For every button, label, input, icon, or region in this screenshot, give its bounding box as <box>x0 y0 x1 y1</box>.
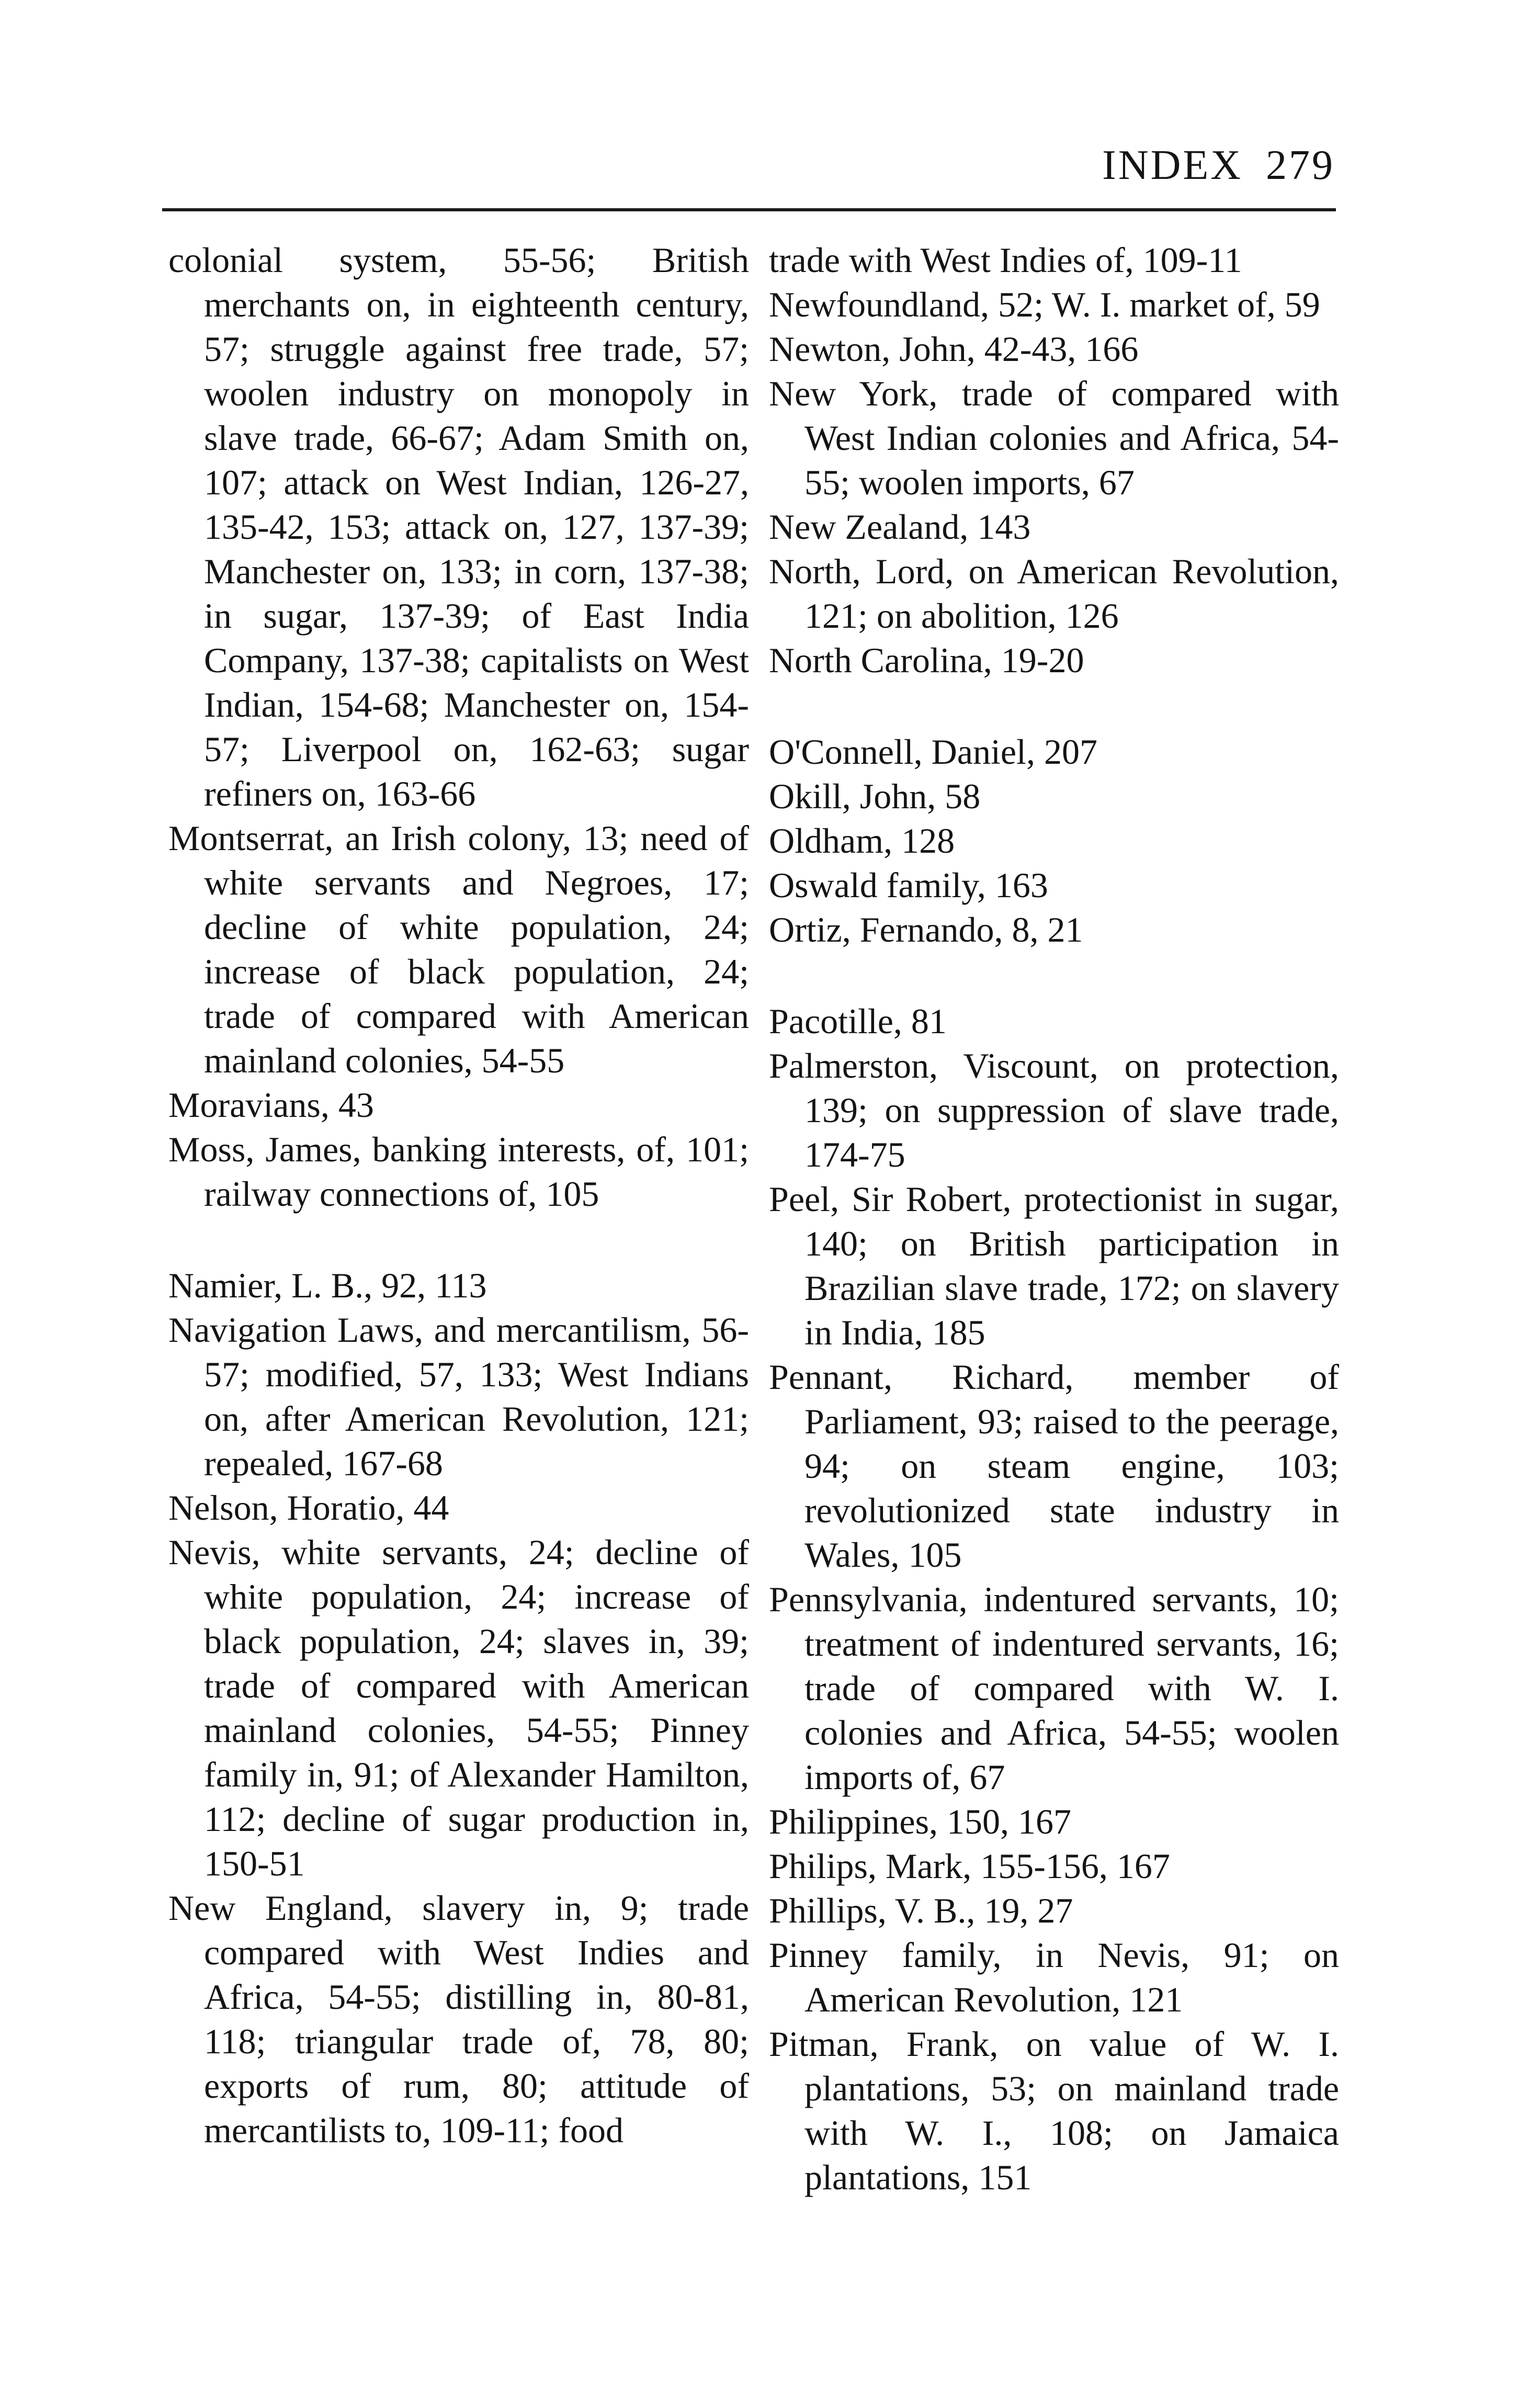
running-head <box>1102 140 1335 190</box>
index-entry: Nelson, Horatio, 44 <box>168 1488 449 1528</box>
index-column-right <box>769 238 1339 2200</box>
index-entry: Oldham, 128 <box>769 821 955 861</box>
letter-section-gap <box>168 1216 749 1263</box>
index-entry: Namier, L. B., 92, 113 <box>168 1265 487 1305</box>
letter-section-gap <box>769 952 1339 999</box>
index-entry: North, Lord, on American Revolution, 121; on abolition, 126 <box>769 551 1339 636</box>
index-entry: Pacotille, 81 <box>769 1001 947 1041</box>
index-entry: Pitman, Frank, on value of W. I. plantations, 53; on mainland trade with W. I., 108; on Jamaica plantations, 151 <box>769 2024 1339 2197</box>
index-entry: Philips, Mark, 155-156, 167 <box>769 1846 1170 1886</box>
index-entry: Pennsylvania, indentured servants, 10; treatment of indentured servants, 16; trade of compared with W. I. colonies and Africa, 54-55; woolen imports of, 67 <box>769 1579 1339 1797</box>
index-entry: Philippines, 150, 167 <box>769 1802 1072 1841</box>
index-entry: Nevis, white servants, 24; decline of white population, 24; increase of black population, 24; slaves in, 39; trade of compared with American mainland colonies, 54-55; Pinney family in, 91; of Alexander Hamilton, 112; decline of sugar production in, 150-51 <box>168 1532 749 1883</box>
index-entry: trade with West Indies of, 109-11 <box>769 240 1242 280</box>
index-entry: Pinney family, in Nevis, 91; on American Revolution, 121 <box>769 1935 1339 2019</box>
page-number: 279 <box>1266 142 1335 188</box>
index-entry: New Zealand, 143 <box>769 507 1031 547</box>
index-entry: Palmerston, Viscount, on protection, 139; on suppression of slave trade, 174-75 <box>769 1046 1339 1174</box>
index-entry: Oswald family, 163 <box>769 865 1048 905</box>
index-entry: colonial system, 55-56; British merchants on, in eighteenth century, 57; struggle against free trade, 57; woolen industry on monopoly in slave trade, 66-67; Adam Smith on, 107; attack on West Indian, 126-27, 135-42, 153; attack on, 127, 137-39; Manchester on, 133; in corn, 137-38; in sugar, 137-39; of East India Company, 137-38; capitalists on West Indian, 154-68; Manchester on, 154-57; Liverpool on, 162-63; sugar refiners on, 163-66 <box>168 240 749 813</box>
index-entry: Phillips, V. B., 19, 27 <box>769 1891 1073 1930</box>
index-entry: Pennant, Richard, member of Parliament, 93; raised to the peerage, 94; on steam engine, 103; revolutionized state industry in Wales, 105 <box>769 1357 1339 1575</box>
index-entry: Peel, Sir Robert, protectionist in sugar, 140; on British participation in Brazilian slave trade, 172; on slavery in India, 185 <box>769 1179 1339 1352</box>
index-entry: O'Connell, Daniel, 207 <box>769 732 1097 772</box>
index-entry: Moss, James, banking interests, of, 101; railway connections of, 105 <box>168 1129 749 1214</box>
index-entry: New York, trade of compared with West Indian colonies and Africa, 54-55; woolen imports, 67 <box>769 374 1339 502</box>
index-entry: Newton, John, 42-43, 166 <box>769 329 1139 369</box>
index-entry: Moravians, 43 <box>168 1085 374 1125</box>
index-entry: Navigation Laws, and mercantilism, 56-57; modified, 57, 133; West Indians on, after American Revolution, 121; repealed, 167-68 <box>168 1310 749 1483</box>
index-entry: Ortiz, Fernando, 8, 21 <box>769 910 1083 949</box>
section-label: INDEX <box>1102 142 1243 188</box>
index-entry: Newfoundland, 52; W. I. market of, 59 <box>769 285 1320 324</box>
index-entry: Okill, John, 58 <box>769 776 981 816</box>
letter-section-gap <box>769 683 1339 730</box>
index-entry: New England, slavery in, 9; trade compared with West Indies and Africa, 54-55; distilling in, 80-81, 118; triangular trade of, 78, 80; exports of rum, 80; attitude of mercantilists to, 109-11; food <box>168 1888 749 2150</box>
index-column-left <box>168 238 749 2153</box>
index-entry: Montserrat, an Irish colony, 13; need of white servants and Negroes, 17; decline of white population, 24; increase of black population, 24; trade of compared with American mainland colonies, 54-55 <box>168 818 749 1080</box>
header-rule <box>162 208 1336 211</box>
index-entry: North Carolina, 19-20 <box>769 640 1084 680</box>
